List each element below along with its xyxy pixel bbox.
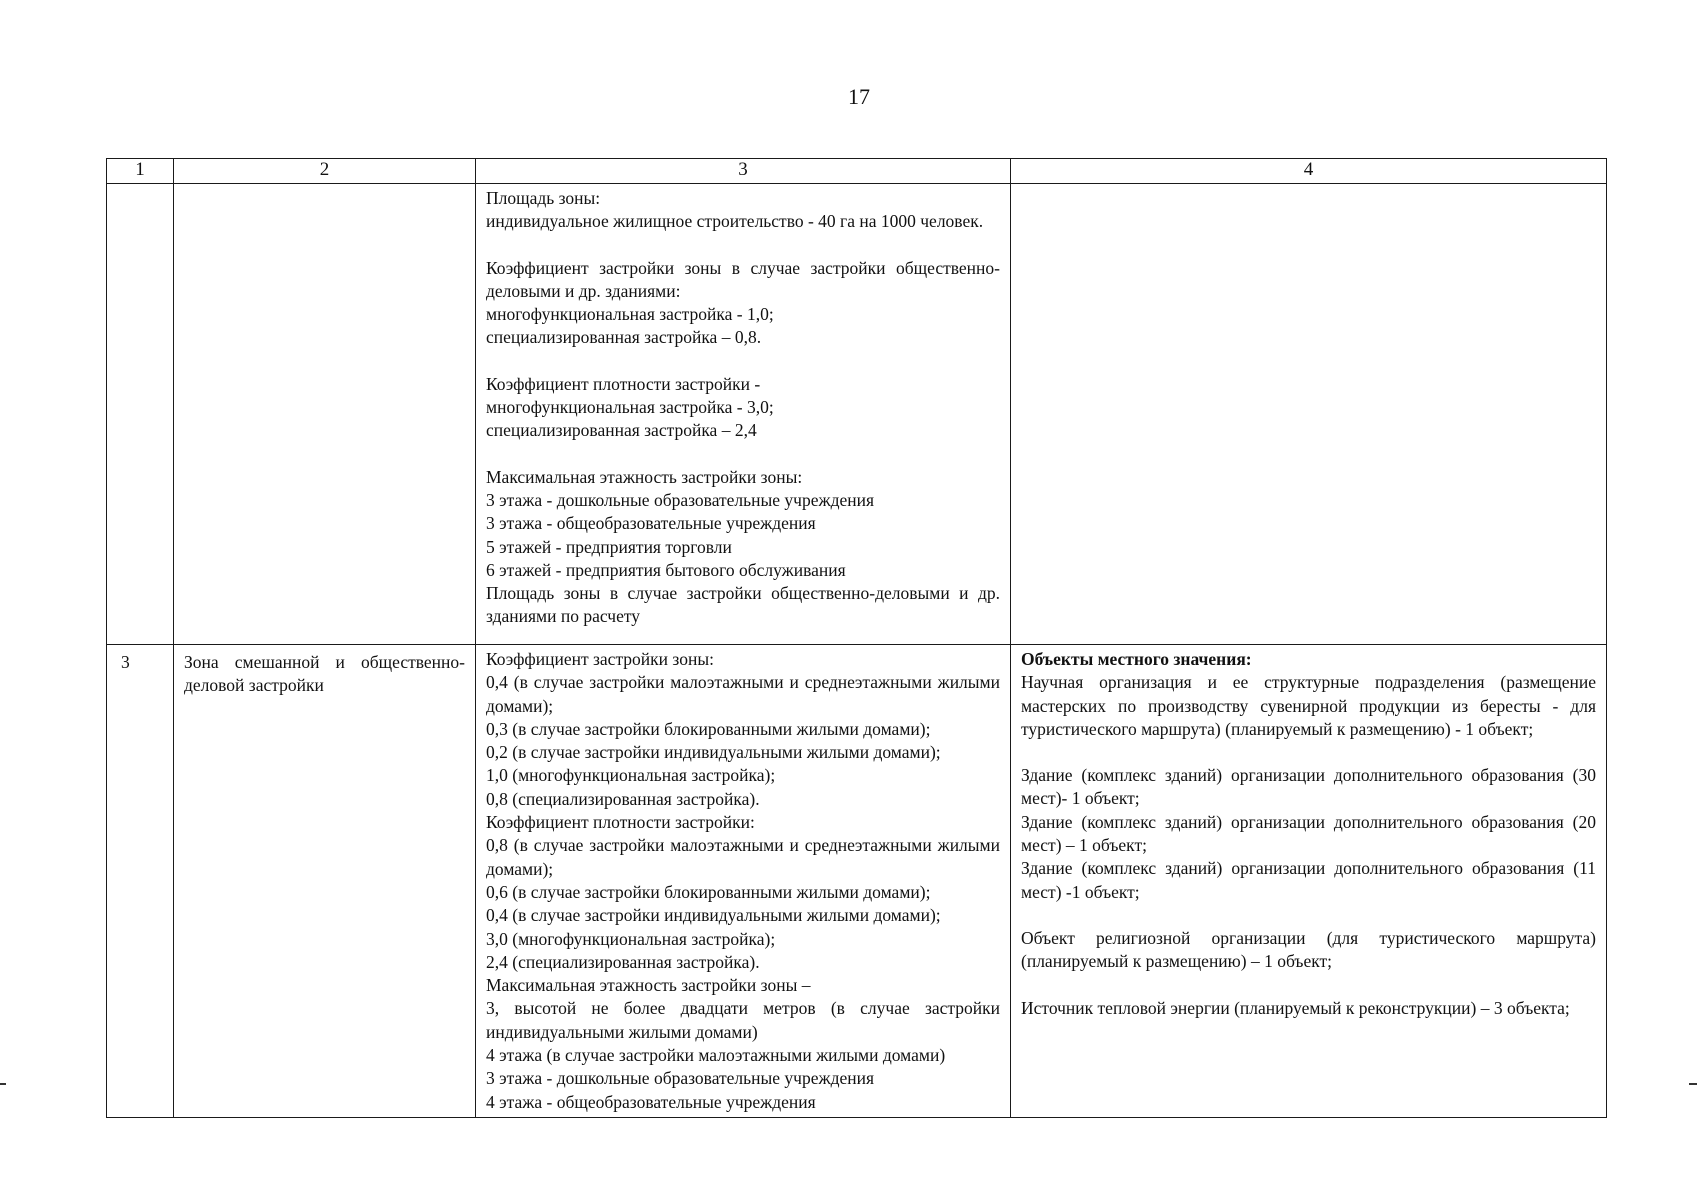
table-row — [107, 645, 1607, 1118]
row2-number-cell: 3 — [107, 645, 174, 1118]
header-col-3: 3 — [476, 159, 1011, 184]
header-col-1: 1 — [107, 159, 174, 184]
table-row — [107, 184, 1607, 645]
page-number: 17 — [848, 84, 870, 109]
scan-mark-left — [0, 1083, 6, 1085]
row1-number-cell — [107, 184, 174, 645]
row2-objects-cell — [1011, 645, 1607, 1118]
row1-objects-cell — [1011, 184, 1607, 645]
row2-parameters-cell — [476, 645, 1011, 1118]
row2-objects-text: Объекты местного значения: Научная организация и ее структурные подразделения (размещение мастерских по производству сувенирной продукции из бересты - для туристического маршрута) (планируемый к размещению) - 1 объект; Здание (комплекс зданий) организации дополнительного образования (30 мест)- 1 объект; Здание (комплекс зданий) организации дополнительного образования (20 мест) – 1 объект; Здание (комплекс зданий) организации дополнительного образования (11 мест) -1 объект; Объект религиозной организации (для туристического маршрута) (планируемый к размещению) – 1 объект; Источник тепловой энергии (планируемый к реконструкции) – 3 объекта; — [1021, 649, 1596, 1018]
row1-parameters-text: Площадь зоны: индивидуальное жилищное строительство - 40 га на 1000 человек. Коэффициент застройки зоны в случае застройки общественно-деловыми и др. зданиями: многофункциональная застройка - 1,0; специализированная застройка – 0,8. Коэффициент плотности застройки - многофункциональная застройка - 3,0; специализированная застройка – 2,4 Максимальная этажность застройки зоны: 3 этажа - дошкольные образовательные учреждения 3 этажа - общеобразовательные учреждения 5 этажей - предприятия торговли 6 этажей - предприятия бытового обслуживания Площадь зоны в случае застройки общественно-деловыми и др. зданиями по расчету — [486, 188, 1000, 627]
objects-title: Объекты местного значения: — [1021, 649, 1252, 669]
row1-zone-cell — [174, 184, 476, 645]
zone-name: Зона смешанной и общественно-деловой застройки — [184, 652, 465, 696]
header-col-2: 2 — [174, 159, 476, 184]
row2-zone-cell — [174, 645, 476, 1118]
row2-parameters-text: Коэффициент застройки зоны: 0,4 (в случае застройки малоэтажными и среднеэтажными жилыми домами); 0,3 (в случае застройки блокированными жилыми домами); 0,2 (в случае застройки индивидуальными жилыми домами); 1,0 (многофункциональная застройка); 0,8 (специализированная застройка). Коэффициент плотности застройки: 0,8 (в случае застройки малоэтажными и среднеэтажными жилыми домами); 0,6 (в случае застройки блокированными жилыми домами); 0,4 (в случае застройки индивидуальными жилыми домами); 3,0 (многофункциональная застройка); 2,4 (специализированная застройка). Максимальная этажность застройки зоны – 3, высотой не более двадцати метров (в случае застройки индивидуальными жилыми домами) 4 этажа (в случае застройки малоэтажными жилыми домами) 3 этажа - дошкольные образовательные учреждения 4 этажа - общеобразовательные учреждения — [486, 649, 1000, 1112]
header-row — [107, 159, 1607, 184]
zones-table — [106, 158, 1607, 1118]
scan-mark-right — [1689, 1083, 1697, 1085]
header-col-4: 4 — [1011, 159, 1607, 184]
row1-parameters-cell — [476, 184, 1011, 645]
